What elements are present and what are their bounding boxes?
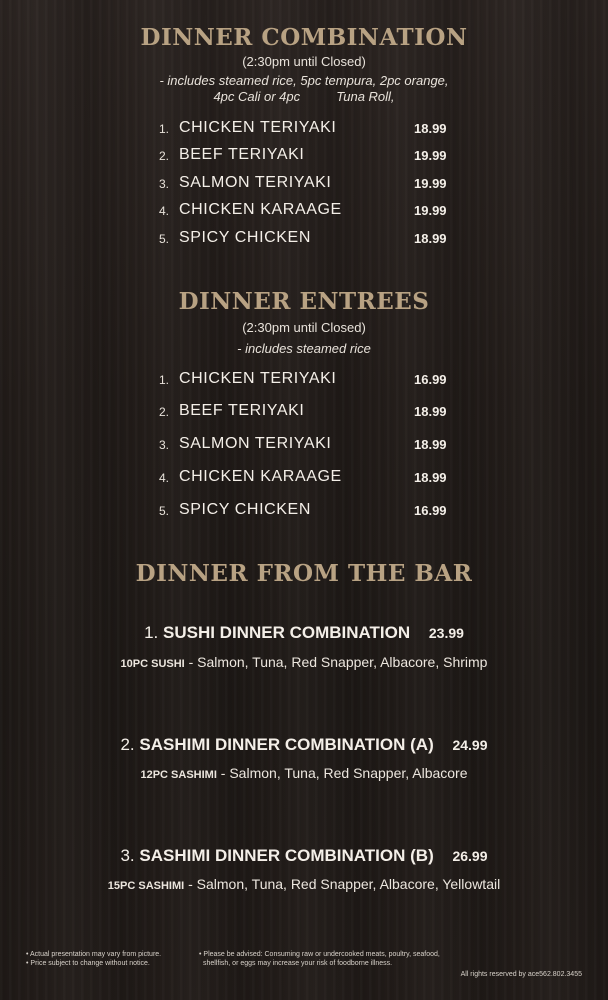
item-price: 18.99 xyxy=(414,437,447,452)
item-price: 19.99 xyxy=(414,148,447,163)
item-price: 18.99 xyxy=(414,470,447,485)
item-number: 2. xyxy=(159,149,170,163)
bar-item-number: 3. xyxy=(120,846,135,865)
item-name: SPICY CHICKEN xyxy=(179,229,311,246)
bar-item-name: SASHIMI DINNER COMBINATION (B) xyxy=(139,846,434,865)
item-price: 18.99 xyxy=(414,121,447,136)
item-number: 2. xyxy=(159,405,170,419)
combination-item xyxy=(0,174,608,194)
footer-disclaimer-left xyxy=(26,950,161,968)
footer-price-note: • Price subject to change without notice. xyxy=(26,960,150,967)
entree-item xyxy=(0,402,608,422)
bar-item-description xyxy=(0,765,608,781)
item-name: SALMON TERIYAKI xyxy=(179,435,332,452)
bar-item-count: 12PC SASHIMI xyxy=(140,769,217,781)
bar-item-contents: - Salmon, Tuna, Red Snapper, Albacore, Shrimp xyxy=(184,654,488,670)
dinner-entrees-hours: (2:30pm until Closed) xyxy=(242,320,366,335)
item-price: 18.99 xyxy=(414,231,447,246)
item-number: 5. xyxy=(159,504,170,518)
item-number: 1. xyxy=(159,373,170,387)
bar-item-description xyxy=(0,654,608,670)
bar-item-number: 2. xyxy=(120,735,135,754)
bar-item-price: 23.99 xyxy=(428,625,464,641)
item-number: 3. xyxy=(159,438,170,452)
bar-item-count: 10PC SUSHI xyxy=(120,658,185,670)
footer-rights: All rights reserved by ace562.802.3455 xyxy=(460,971,582,978)
item-name: CHICKEN TERIYAKI xyxy=(179,119,337,136)
bar-item-contents: - Salmon, Tuna, Red Snapper, Albacore xyxy=(216,765,468,781)
bar-item-name: SASHIMI DINNER COMBINATION (A) xyxy=(139,735,434,754)
entree-item xyxy=(0,435,608,455)
item-number: 4. xyxy=(159,204,170,218)
item-price: 16.99 xyxy=(414,503,447,518)
dinner-combination-title: DINNER COMBINATION xyxy=(140,24,468,51)
item-name: SALMON TERIYAKI xyxy=(179,174,332,191)
bar-item-heading xyxy=(0,846,608,866)
entree-item xyxy=(0,468,608,488)
dinner-combination-note-line2: 4pc Cali or 4pc Tuna Roll, xyxy=(213,89,395,104)
bar-item-heading xyxy=(0,623,608,643)
footer-presentation-note: • Actual presentation may vary from picture. xyxy=(26,951,162,958)
item-number: 5. xyxy=(159,232,170,246)
item-name: BEEF TERIYAKI xyxy=(179,146,305,163)
entree-item xyxy=(0,501,608,521)
item-name: CHICKEN KARAAGE xyxy=(179,201,342,218)
bar-item-price: 26.99 xyxy=(452,848,488,864)
item-price: 16.99 xyxy=(414,372,447,387)
item-name: CHICKEN TERIYAKI xyxy=(179,370,337,387)
combination-item xyxy=(0,229,608,249)
bar-item-count: 15PC SASHIMI xyxy=(107,880,185,892)
item-number: 4. xyxy=(159,471,170,485)
entree-item xyxy=(0,370,608,390)
bar-item-name: SUSHI DINNER COMBINATION xyxy=(163,623,411,642)
bar-item-heading xyxy=(0,735,608,755)
item-price: 19.99 xyxy=(414,203,447,218)
dinner-combination-hours: (2:30pm until Closed) xyxy=(242,54,366,69)
item-price: 18.99 xyxy=(414,404,447,419)
item-name: CHICKEN KARAAGE xyxy=(179,468,342,485)
item-name: BEEF TERIYAKI xyxy=(179,402,305,419)
dinner-combination-note-line1: - includes steamed rice, 5pc tempura, 2pc orange, xyxy=(159,73,449,88)
bar-item-description xyxy=(0,876,608,892)
bar-item-contents: - Salmon, Tuna, Red Snapper, Albacore, Yellowtail xyxy=(184,876,501,892)
item-price: 19.99 xyxy=(414,176,447,191)
footer-advisory-line2: shellfish, or eggs may increase your risk of foodborne illness. xyxy=(203,960,393,967)
footer-advisory-line1: • Please be advised: Consuming raw or undercooked meats, poultry, seafood, xyxy=(199,951,440,958)
bar-item-price: 24.99 xyxy=(452,737,488,753)
combination-item xyxy=(0,119,608,139)
dinner-entrees-title: DINNER ENTREES xyxy=(178,288,430,315)
combination-item xyxy=(0,201,608,221)
bar-item-number: 1. xyxy=(144,623,159,642)
dinner-from-the-bar-title: DINNER FROM THE BAR xyxy=(135,560,473,587)
item-name: SPICY CHICKEN xyxy=(179,501,311,518)
footer-disclaimer-advisory xyxy=(199,950,440,968)
item-number: 3. xyxy=(159,177,170,191)
combination-item xyxy=(0,146,608,166)
dinner-entrees-note: - includes steamed rice xyxy=(237,341,371,356)
item-number: 1. xyxy=(159,122,170,136)
